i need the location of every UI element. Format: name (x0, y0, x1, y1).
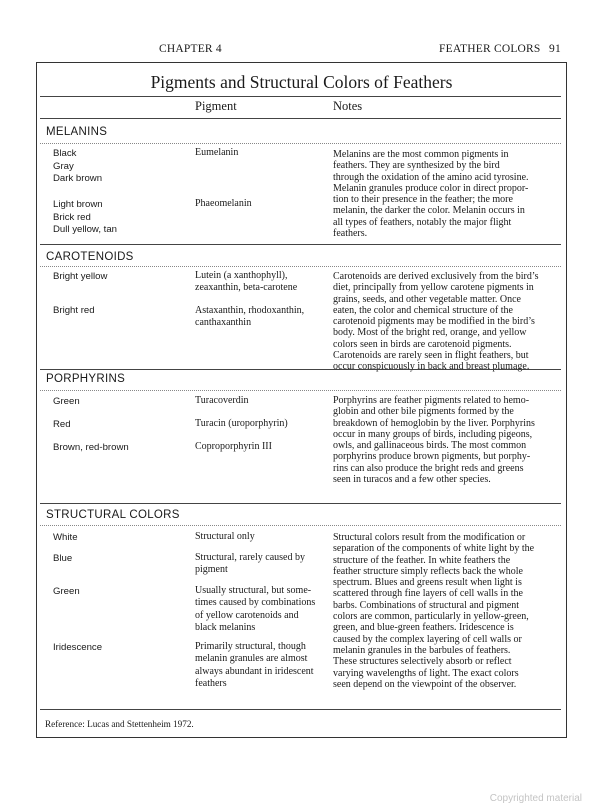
section-heading-porphyrins: PORPHYRINS (46, 373, 126, 385)
structural-pigment-blue: Structural, rarely caused by pigment (195, 552, 305, 576)
structural-pigment-white: Structural only (195, 531, 255, 542)
structural-notes: Structural colors result from the modification or separation of the components of white light by the structure of the feather. In white feathers the feather structure simply reflects back the whole spectrum. Blues and greens result when light is scattered through fine layers of cell walls in the barbs. Combinations of structural and pigment colors are common, particularly in yellow-green, green, and blue-green feathers. Iridescence is caused by the complex layering of cell walls or melanin granules in the barbules of feathers. These structures selectively absorb or reflect varying wavelengths of light. The exact colors seen depend on the viewpoint of the observer. (333, 532, 535, 690)
porphyrin-pigment-turacoverdin: Turacoverdin (195, 395, 249, 406)
section-divider (40, 503, 561, 504)
copyright-watermark: Copyrighted material (489, 793, 582, 804)
porphyrin-color-brown: Brown, red-brown (53, 442, 129, 453)
header-rule (40, 118, 561, 119)
porphyrin-pigment-coproporphyrin: Coproporphyrin III (195, 441, 272, 452)
porphyrin-color-green: Green (53, 396, 80, 407)
section-heading-melanins: MELANINS (46, 126, 108, 138)
porphyrin-pigment-turacin: Turacin (uroporphyrin) (195, 418, 288, 429)
structural-color-iridescence: Iridescence (53, 642, 103, 653)
footer-rule (40, 709, 561, 710)
structural-color-white: White (53, 532, 78, 543)
melanin-pigment-eumelanin: Eumelanin (195, 147, 239, 158)
section-heading-carotenoids: CAROTENOIDS (46, 251, 134, 263)
title-rule (40, 96, 561, 97)
melanin-colors-dark: Black Gray Dark brown (53, 148, 103, 185)
melanin-notes: Melanins are the most common pigments in feathers. They are synthesized by the bird through the oxidation of the amino acid tyrosine. Melanin granules produce color in direct propor- tion to their presence in the feather; the more melanin, the darker the color. Melanin occurs in all types of feathers, notably the major flight feathers. (333, 149, 529, 240)
table-title: Pigments and Structural Colors of Feathers (150, 72, 453, 92)
structural-pigment-iridescence: Primarily structural, though melanin granules are almost always abundant in iridescent feathers (195, 641, 314, 690)
porphyrin-color-red: Red (53, 419, 71, 430)
section-rule (40, 266, 561, 267)
structural-pigment-green: Usually structural, but some- times caused by combinations of yellow carotenoids and black melanins (195, 585, 316, 634)
section-divider (40, 369, 561, 370)
reference-note: Reference: Lucas and Stettenheim 1972. (45, 719, 194, 729)
section-rule (40, 143, 561, 144)
carotenoid-color-yellow: Bright yellow (53, 271, 108, 282)
column-header-notes: Notes (333, 99, 363, 113)
structural-color-green: Green (53, 586, 80, 597)
section-heading-structural: STRUCTURAL COLORS (46, 509, 180, 521)
running-section-title: FEATHER COLORS (439, 43, 541, 55)
porphyrin-notes: Porphyrins are feather pigments related to hemo- globin and other bile pigments formed by the breakdown of hemoglobin by the liver. Porphyrins occur in many groups of birds, including pigeons, owls, and gallinaceous birds. The most common porphyrins produce brown pigments, but porphy- rins can also produce the bright reds and greens seen in turacos and a few other species. (333, 395, 535, 486)
structural-color-blue: Blue (53, 553, 73, 564)
carotenoid-pigment-lutein: Lutein (a xanthophyll), zeaxanthin, beta-carotene (195, 270, 298, 294)
melanin-colors-light: Light brown Brick red Dull yellow, tan (53, 199, 117, 236)
carotenoid-pigment-astaxanthin: Astaxanthin, rhodoxanthin, canthaxanthin (195, 305, 305, 329)
section-rule (40, 525, 561, 526)
section-rule (40, 390, 561, 391)
column-header-pigment: Pigment (195, 99, 237, 113)
chapter-label: CHAPTER 4 (159, 43, 222, 55)
melanin-pigment-phaeomelanin: Phaeomelanin (195, 198, 252, 209)
carotenoid-color-red: Bright red (53, 305, 95, 316)
page-number: 91 (549, 43, 561, 55)
section-divider (40, 244, 561, 245)
carotenoid-notes: Carotenoids are derived exclusively from the bird’s diet, principally from yellow carotene pigments in grains, seeds, and other vegetable matter. Once eaten, the color and chemical structure of the carotenoid pigments may be modified in the bird’s body. Most of the bright red, orange, and yellow colors seen in birds are carotenoid pigments. Carotenoids are rarely seen in flight feathers, but occur conspicuously in back and breast plumage. (333, 271, 539, 373)
